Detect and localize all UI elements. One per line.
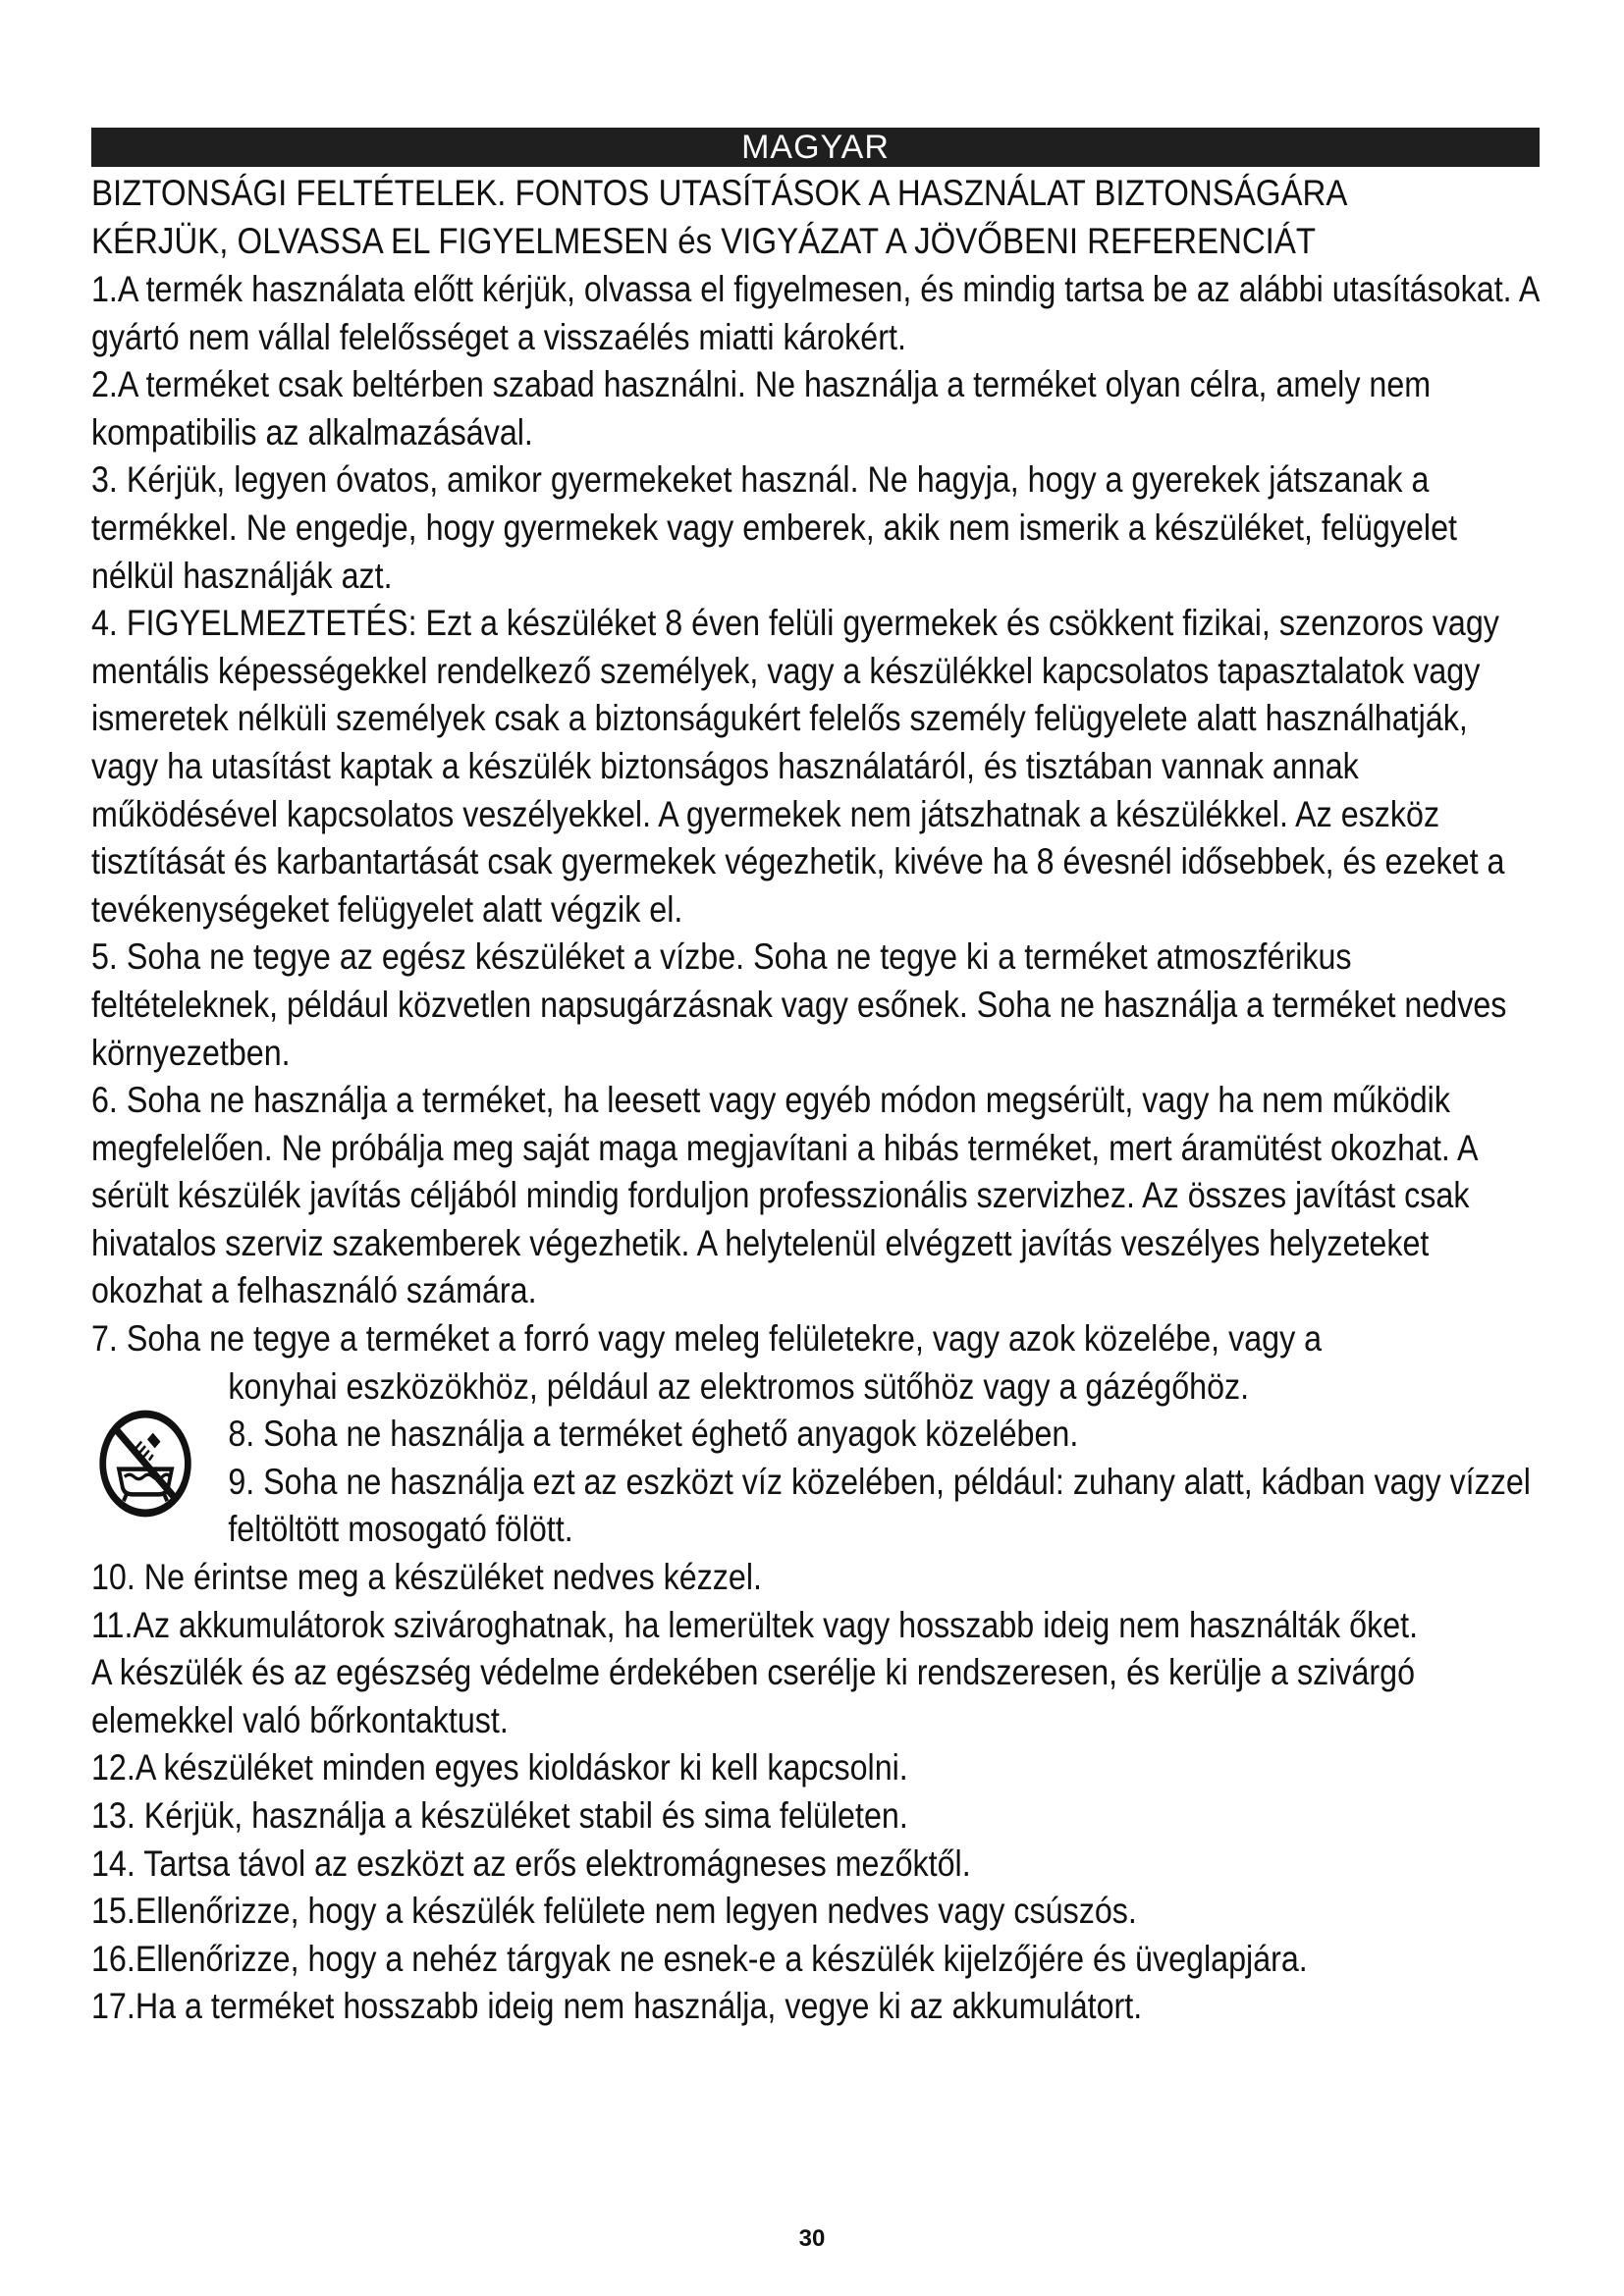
instruction-item-2: 2.A terméket csak beltérben szabad használni. Ne használja a terméket olyan célra, amely nem kompatibilis az alkalmazásával. — [91, 363, 1432, 453]
instruction-item-3: 3. Kérjük, legyen óvatos, amikor gyermekeket használ. Ne hagyja, hogy a gyerekek játszanak a termékkel. Ne engedje, hogy gyermekek vagy emberek, akik nem ismerik a készüléket, felügyelet nélkül használják azt. — [91, 458, 1457, 596]
instruction-item-10: 10. Ne érintse meg a készüléket nedves kézzel. — [91, 1556, 762, 1598]
instruction-item-7: 7. Soha ne tegye a terméket a forró vagy meleg felületekre, vagy azok közelébe, vagy a — [91, 1317, 1323, 1360]
instruction-item-11: 11.Az akkumulátorok szivároghatnak, ha lemerültek vagy hosszabb ideig nem használták őket. — [91, 1603, 1419, 1645]
instruction-block-7-9 — [91, 1314, 1540, 1553]
language-header-bar: MAGYAR — [91, 128, 1540, 167]
instructions-list — [91, 265, 1540, 2030]
heading-line-2: KÉRJÜK, OLVASSA EL FIGYELMESEN és VIGYÁZAT A JÖVŐBENI REFERENCIÁT — [91, 220, 1317, 261]
instruction-item-6: 6. Soha ne használja a terméket, ha leesett vagy egyéb módon megsérült, vagy ha nem működik megfelelően. Ne próbálja meg saját maga megjavítani a hibás terméket, mert áramütést okozhat. A sérült készülék javítás céljából mindig forduljon professzionális szervizhez. Az összes javítást csak hivatalos szerviz szakemberek végezhetik. A helytelenül elvégzett javítás veszélyes helyzeteket okozhat a felhasználó számára. — [91, 1079, 1477, 1311]
instruction-item-9: 9. Soha ne használja ezt az eszközt víz közelében, például: zuhany alatt, kádban vagy vízzel feltöltött mosogató fölött. — [228, 1460, 1531, 1550]
safety-heading — [91, 169, 1544, 265]
instruction-item-1: 1.A termék használata előtt kérjük, olvassa el figyelmesen, és mindig tartsa be az alábbi utasításokat. A gyártó nem vállal felelősséget a visszaélés miatti károkért. — [91, 268, 1539, 357]
instruction-item-7-continued: konyhai eszközökhöz, például az elektromos sütőhöz vagy a gázégőhöz. — [228, 1364, 1250, 1407]
heading-line-1: BIZTONSÁGI FELTÉTELEK. FONTOS UTASÍTÁSOK A HASZNÁLAT BIZTONSÁGÁRA — [91, 172, 1348, 213]
instruction-item-11-note: A készülék és az egészség védelme érdekében cserélje ki rendszeresen, és kerülje a szivárgó elemekkel való bőrkontaktust. — [91, 1651, 1416, 1740]
shower-head — [147, 1433, 160, 1449]
instruction-item-5: 5. Soha ne tegye az egész készüléket a vízbe. Soha ne tegye ki a terméket atmoszférikus feltételeknek, például közvetlen napsugárzásnak vagy esőnek. Soha ne használja a terméket nedves környezetben. — [91, 935, 1507, 1073]
instruction-item-17: 17.Ha a terméket hosszabb ideig nem használja, vegye ki az akkumulátort. — [91, 1985, 1143, 2027]
instruction-item-14: 14. Tartsa távol az eszközt az erős elektromágneses mezőktől. — [91, 1842, 971, 1884]
no-water-bath-icon — [98, 1409, 192, 1519]
manual-page — [91, 128, 1540, 2030]
page-number: 30 — [798, 2225, 826, 2252]
water-waves — [125, 1474, 170, 1478]
instruction-item-12: 12.A készüléket minden egyes kioldáskor ki kell kapcsolni. — [91, 1746, 908, 1789]
instruction-item-13: 13. Kérjük, használja a készüléket stabil és sima felületen. — [91, 1794, 908, 1836]
instruction-item-4: 4. FIGYELMEZTETÉS: Ezt a készüléket 8 éven felüli gyermekek és csökkent fizikai, szenzoros vagy mentális képességekkel rendelkező személyek, vagy a készülékkel kapcsolatos tapasztalatok vagy ismeretek nélküli személyek csak a biztonságukért felelős személy felügyelete alatt használhatják, vagy ha utasítást kaptak a készülék biztonságos használatáról, és tisztában vannak annak működésével kapcsolatos veszélyekkel. A gyermekek nem játszhatnak a készülékkel. Az eszköz tisztítását és karbantartását csak gyermekek végezhetik, kivéve ha 8 évesnél idősebbek, és ezeket a tevékenységeket felügyelet alatt végzik el. — [91, 602, 1505, 930]
instruction-item-16: 16.Ellenőrizze, hogy a nehéz tárgyak ne esnek-e a készülék kijelzőjére és üveglapjára. — [91, 1937, 1308, 1979]
instruction-item-8: 8. Soha ne használja a terméket éghető anyagok közelében. — [228, 1413, 1079, 1455]
instruction-item-15: 15.Ellenőrizze, hogy a készülék felülete nem legyen nedves vagy csúszós. — [91, 1890, 1137, 1932]
